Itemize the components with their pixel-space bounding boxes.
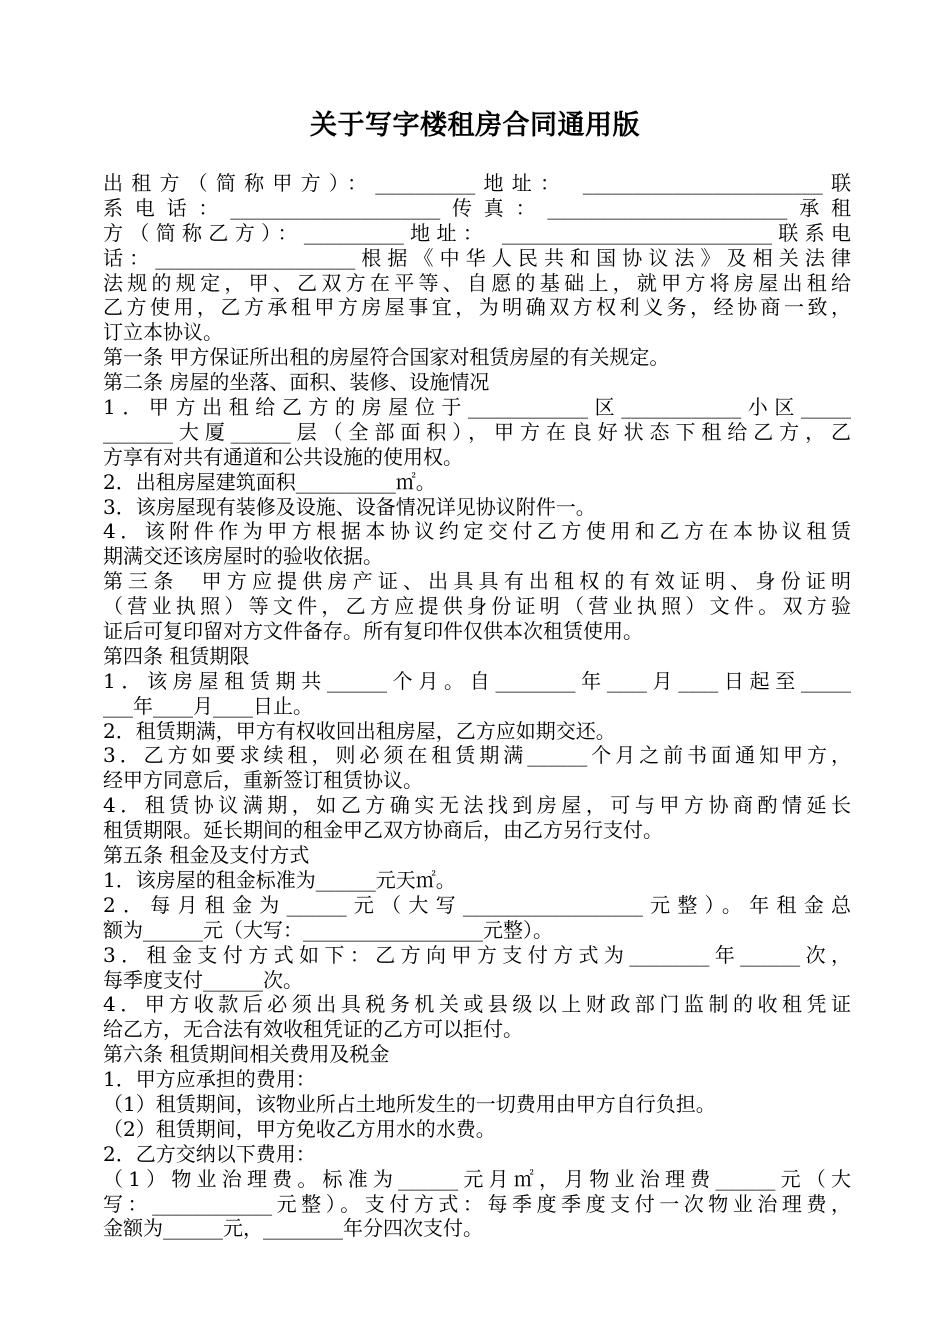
body-line: 金额为______元，________年分四次支付。 [103, 1216, 483, 1241]
body-line: 每季度支付______次。 [103, 967, 303, 992]
article-heading: 第四条 租赁期限 [103, 643, 250, 668]
body-line: 额为______元（大写：__________________元整）。 [103, 917, 553, 942]
body-line: 写：____________元整）。支付方式：每季度季度支付一次物业治理费， [103, 1191, 851, 1216]
article-heading: 第五条 租金及支付方式 [103, 843, 310, 868]
body-line: 系电话：_____________________传真：________________________承租 [103, 195, 851, 220]
body-line: 3．乙方如要求续租，则必须在租赁期满______个月之前书面通知甲方， [103, 743, 851, 768]
body-line: （2）租赁期间，甲方免收乙方用水的水费。 [103, 1116, 496, 1141]
body-line: （1）物业治理费。标准为______元月㎡，月物业治理费______元（大 [103, 1166, 851, 1191]
body-line: 2．乙方交纳以下费用： [103, 1141, 316, 1166]
article-heading: 第六条 租赁期间相关费用及税金 [103, 1042, 390, 1067]
body-line: 话：____________________根据《中华人民共和国协议法》及相关法律 [103, 245, 851, 270]
body-line: 经甲方同意后，重新签订租赁协议。 [103, 768, 423, 793]
body-line: 2．出租房屋建筑面积__________㎡。 [103, 469, 436, 494]
body-line: （营业执照）等文件，乙方应提供身份证明（营业执照）文件。双方验 [103, 594, 851, 619]
body-line: 证后可复印留对方文件备存。所有复印件仅供本次租赁使用。 [103, 619, 643, 644]
body-line: （1）租赁期间，该物业所占土地所发生的一切费用由甲方自行负担。 [103, 1091, 716, 1116]
article-heading: 第一条 甲方保证所出租的房屋符合国家对租赁房屋的有关规定。 [103, 345, 670, 370]
article-heading: 第二条 房屋的坐落、面积、装修、设施情况 [103, 370, 490, 395]
body-line: 2．租赁期满，甲方有权收回出租房屋，乙方应如期交还。 [103, 718, 616, 743]
body-line: 1．甲方应承担的费用： [103, 1067, 316, 1092]
body-line: _______大厦______层（全部面积），甲方在良好状态下租给乙方，乙 [103, 419, 851, 444]
body-line: 期满交还该房屋时的验收依据。 [103, 544, 383, 569]
body-line: 方享有对共有通道和公共设施的使用权。 [103, 444, 463, 469]
body-line: 给乙方，无合法有效收租凭证的乙方可以拒付。 [103, 1017, 523, 1042]
article-heading: 第三条 甲方应提供房产证、出具具有出租权的有效证明、身份证明 [103, 569, 851, 594]
body-line: 1．甲方出租给乙方的房屋位于____________区____________小区_____ [103, 395, 851, 420]
document-body [103, 171, 851, 1241]
body-line: 出租方（简称甲方）：__________地址： ________________________联 [103, 171, 851, 195]
body-line: 3．租金支付方式如下：乙方向甲方支付方式为________年______次， [103, 942, 851, 967]
body-line: 4．租赁协议满期，如乙方确实无法找到房屋，可与甲方协商酌情延长 [103, 793, 851, 818]
body-line: 方（简称乙方）：__________地址： ___________________________联系电 [103, 220, 851, 245]
body-line: 4．甲方收款后必须出具税务机关或县级以上财政部门监制的收租凭证 [103, 992, 851, 1017]
body-line: 订立本协议。 [103, 320, 223, 345]
body-line: 4．该附件作为甲方根据本协议约定交付乙方使用和乙方在本协议租赁 [103, 519, 851, 544]
body-line: 3．该房屋现有装修及设施、设备情况详见协议附件一。 [103, 494, 596, 519]
document-title: 关于写字楼租房合同通用版 [310, 110, 640, 141]
body-line: 乙方使用，乙方承租甲方房屋事宜，为明确双方权利义务，经协商一致， [103, 295, 851, 320]
body-line: ___年____月____日止。 [103, 693, 313, 718]
body-line: 2．每月租金为______元（大写__________________元整）。年租金总 [103, 892, 851, 917]
body-line: 租赁期限。延长期间的租金甲乙双方协商后，由乙方另行支付。 [103, 818, 663, 843]
body-line: 1．该房屋租赁期共______个月。自________年____月____日起至_____ [103, 668, 851, 693]
body-line: 法规的规定，甲、乙双方在平等、自愿的基础上，就甲方将房屋出租给 [103, 270, 851, 295]
body-line: 1．该房屋的租金标准为______元天㎡。 [103, 867, 456, 892]
